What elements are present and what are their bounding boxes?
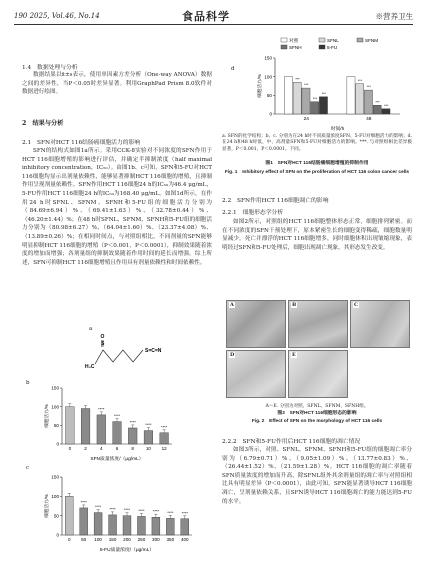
y-tick-label: 50 [266,92,272,98]
section-2-2-1-text: 如图2所示，对照组的HCT 116细胞整体形态正常，细胞排列紧密。而在不同浓度的SFN干预处理下，原本紧密生长的细胞变得稀疏，细胞数量明显减少。死亡并漂浮的HCT 116细胞增多，同时细胞体积出现皱缩现象，表明经过SFN和5-FU处理后，细胞出现凋亡现象，其形态发生改变。 [222,219,412,251]
x-tick-label: 2 [84,446,87,451]
significance-mark: *** [375,100,380,105]
bar-8 [128,428,137,444]
chart-sfn-viability [22,378,212,468]
y-tick-label: 50 [53,513,59,519]
bar-SFNH-24 [311,102,319,114]
significance-mark: *** [366,85,371,90]
micrograph-label-b: B [292,302,297,308]
significance-mark: **** [181,510,188,516]
x-tick-label: 100 [94,537,102,542]
methyl-label: H₃C [85,364,95,370]
bar-10 [144,431,153,444]
figure-2-micrographs [226,300,410,400]
micrograph-label-a: A [230,302,234,308]
x-axis-title: 时间/h [330,127,345,132]
y-tick-label: 150 [264,55,272,61]
micrograph-label-d: D [230,352,235,358]
significance-mark: **** [109,506,116,512]
section-2-2-title: 2.2 SFN作用HCT 116细胞凋亡的影响 [222,198,329,204]
y-tick-label: 50 [53,422,59,428]
bar-对照-48 [347,77,355,114]
legend-swatch-SFNL [319,38,325,42]
x-tick-label: 400 [180,537,189,542]
bar-50 [80,508,88,535]
x-tick-label: 350 [166,537,175,542]
figure-2-caption-zh: 图2 SFN对HCT 116细胞形态的影响 [277,411,357,416]
figure-1-caption-zh: 图1 SFN对HCT 116结肠癌细胞增殖的抑制作用 [265,161,369,166]
y-axis-title: 细胞活力/% [257,74,262,98]
significance-mark: **** [138,507,145,513]
figure-1a-structure [65,326,195,376]
bar-12 [160,433,169,444]
y-tick-label: 100 [264,74,272,80]
significance-mark: **** [94,504,102,510]
bar-5-FU-24 [319,97,327,114]
y-tick-label: 0 [56,532,59,538]
legend-label: 对照 [289,37,299,43]
y-tick-label: 150 [51,385,59,391]
micrograph-c [350,300,410,348]
chart-5fu-viability [22,465,212,560]
significance-mark: **** [123,507,131,513]
significance-mark: **** [129,419,136,425]
legend-swatch-对照 [281,38,287,42]
x-axis-title: SFN质量浓度/（μg/mL） [90,457,144,462]
x-tick-label: 300 [152,537,160,542]
bar-400 [181,519,189,535]
significance-mark: *** [312,96,318,101]
bar-200 [123,516,131,535]
figure-1d [225,36,410,132]
y-tick-label: 0 [269,111,272,117]
panel-label-c: c [26,465,30,471]
bar-5-FU-48 [382,109,390,114]
x-tick-label: 48 [366,117,372,122]
micrograph-a [226,300,286,348]
x-tick-label: 12 [161,446,167,451]
legend-label: 5-FU [327,44,338,50]
bar-6 [113,422,122,444]
significance-mark: *** [304,83,309,88]
figure-1b [22,378,212,468]
bar-250 [137,516,145,535]
x-tick-label: 10 [145,446,151,451]
significance-mark: **** [152,508,160,514]
x-tick-label: 200 [123,537,131,542]
journal-title: 食品科学 [182,10,230,23]
section-1-4-text: 数据结果以x̄±s表示，使用单因素方差分析（One-way ANOVA）数据之间的差异性，当P＜0.05时差异显著。利用GraphPad Prism 8.0软件对数据进行绘图。 [22,72,212,96]
legend-label: SFNM [365,37,379,43]
micrograph-b [288,300,348,348]
bar-SFNH-48 [373,105,381,114]
y-tick-label: 100 [51,493,59,499]
x-tick-label: 4 [100,446,103,451]
bar-150 [109,515,117,535]
bar-2 [81,409,90,444]
svg-text:O: O [100,334,105,340]
y-axis-title: 细胞活力/% [44,404,49,428]
page-header [14,6,413,25]
significance-mark: **** [161,424,168,430]
section-2-2-2-text: 如图3所示，对照、SFNL、SFNM、SFNH和5-FU组的细胞凋亡率分别为（6.79±0.71）%、（9.05±1.09）%、（13.77±0.83）%、（26.44±1.52）%、（21.59±1.28）%。HCT 116细胞的凋亡率随着SFN质量浓度的增加而升高，除SFNL组外其余剂量组的凋亡率与对照组相比具有明显差异（P＜0.0001），由此可知，SFN能显著诱导HCT 116细胞凋亡，呈剂量依赖关系，且SFN诱导HCT 116细胞凋亡的能力能达到5-FU的水平。 [222,447,412,505]
bar-SFNL-48 [356,84,364,114]
bar-0 [65,496,73,535]
significance-mark: **** [80,499,87,505]
x-axis-title: 5-FU质量浓度/（μg/mL） [99,548,155,553]
bar-SFNL-24 [293,82,301,114]
section-label: ※营养卫生 [375,12,413,21]
x-tick-label: 250 [137,537,146,542]
section-2-title: 2 结果与分析 [22,120,64,127]
section-1-4-title: 1.4 数据处理与分析 [22,65,78,71]
page-info: 190 2025, Vol.46, No.14 [14,12,100,20]
section-2-1-title: 2.1 SFN对HCT 116结肠癌细胞活力的影响 [22,140,141,146]
bar-300 [152,517,160,535]
x-tick-label: 50 [81,537,87,542]
bar-对照-24 [284,77,292,114]
section-2-1-text: SFN的结构式如图1a所示。采用CCK-8实验对不同浓度的SFN作用于HCT 116细胞增殖的影响进行评估，并确定半抑制浓度（half maximal inhibitory concentration，IC₅₀）。由图1b、c可知，SFN和5-FU对HCT 116细胞均显示出剂量依赖性，能够显著抑制HCT 116细胞的增殖，且抑制作用呈现剂量依赖性。SFN作用HCT 116细胞24 h的IC₅₀为46.4 μg/mL，5-FU作用HCT 116细胞24 h的IC₅₀为168.40 μg/mL。如图1d所示，在作用24 h时SFNL、SFNM、SFNH和5-FU组的细胞活力分别为（84.69±6.94）%、（69.41±1.63）%、（32.78±0.44）%、（46.20±1.44）%；在48 h时SFNL、SFNM、SFNH和5-FU组的细胞活力分别为（80.98±6.27）%、（64.04±1.60）%、（23.37±4.08）%、（13.89±0.26）%；在相同时间点，与对照组相比，不同剂量的SFN能够明显抑制HCT 116细胞的增殖（P＜0.001，P＜0.0001），抑制效果随着浓度的增加而增强；各剂量组的抑制效果随着作用时间的延长而增强。综上所述，SFN可抑制HCT 116细胞增殖且作用具有剂量依赖性和时间依赖性。 [22,148,212,266]
figure-2-note: A～E. 分别为对照、SFNL、SFNM、SFNH组。 [265,404,369,409]
sulfur-label: S [101,341,105,347]
legend-label: SFNH [289,44,302,50]
y-axis-title: 细胞活力/% [44,494,49,518]
chart-time-viability [225,36,410,132]
y-tick-label: 150 [51,474,59,480]
significance-mark: *** [295,77,300,82]
figure-1c [22,465,212,560]
micrograph-e [288,350,348,398]
x-tick-label: 6 [115,446,119,451]
significance-mark: **** [145,422,152,428]
panel-label-a: a [89,326,93,332]
isothiocyanate-label: S=C=N [145,348,162,354]
section-2-2-2-title: 2.2.2 SFN和5-FU作用后HCT 116细胞的凋亡情况 [222,439,361,445]
bar-4 [97,415,106,444]
x-tick-label: 24 [303,117,309,122]
legend-swatch-SFNH [281,45,287,49]
legend-swatch-SFNM [357,38,363,42]
significance-mark: *** [384,103,389,108]
micrograph-label-e: E [292,352,296,358]
significance-mark: **** [113,413,121,419]
figure-2-caption-en: Fig. 2 Effect of SFN on the morphology of HCT 116 cells [251,419,383,424]
y-tick-label: 0 [56,441,59,447]
panel-label-d: d [231,66,235,72]
figure-1-caption-en: Fig. 1 Inhibitory effect of SFN on the proliferation of HCT 116 colon cancer cells [224,170,410,175]
x-tick-label: 8 [131,446,134,451]
significance-mark: **** [98,406,105,412]
bar-SFNM-48 [364,90,372,114]
figure-1-note: a. SFN的化学结构；b、c. 分别为在24 h时不同质量浓度SFN、5-FU对细胞活力的影响；d. 在24 h和48 h时低、中、高剂量SFN和5-FU对细胞活力的影响。***. 与对照组相比差异极显著，P＜0.001，P＜0.0001。下同。 [222,134,412,152]
panel-label-b: b [26,380,30,386]
x-tick-label: 150 [108,537,117,542]
sulforaphane-structure [65,326,195,376]
section-2-2-1-title: 2.2.1 细胞形态学分析 [222,210,284,216]
bar-100 [94,513,102,535]
bar-0 [66,407,75,444]
x-tick-label: 0 [68,446,72,451]
bar-350 [166,518,174,535]
significance-mark: *** [321,91,326,96]
micrograph-d [226,350,286,398]
legend-swatch-5-FU [319,45,325,49]
y-tick-label: 100 [51,404,59,410]
bar-SFNM-24 [302,88,310,114]
significance-mark: *** [357,78,363,83]
significance-mark: **** [167,509,174,515]
micrograph-label-c: C [354,302,358,308]
x-tick-label: 0 [67,537,71,542]
legend-label: SFNL [327,37,339,43]
